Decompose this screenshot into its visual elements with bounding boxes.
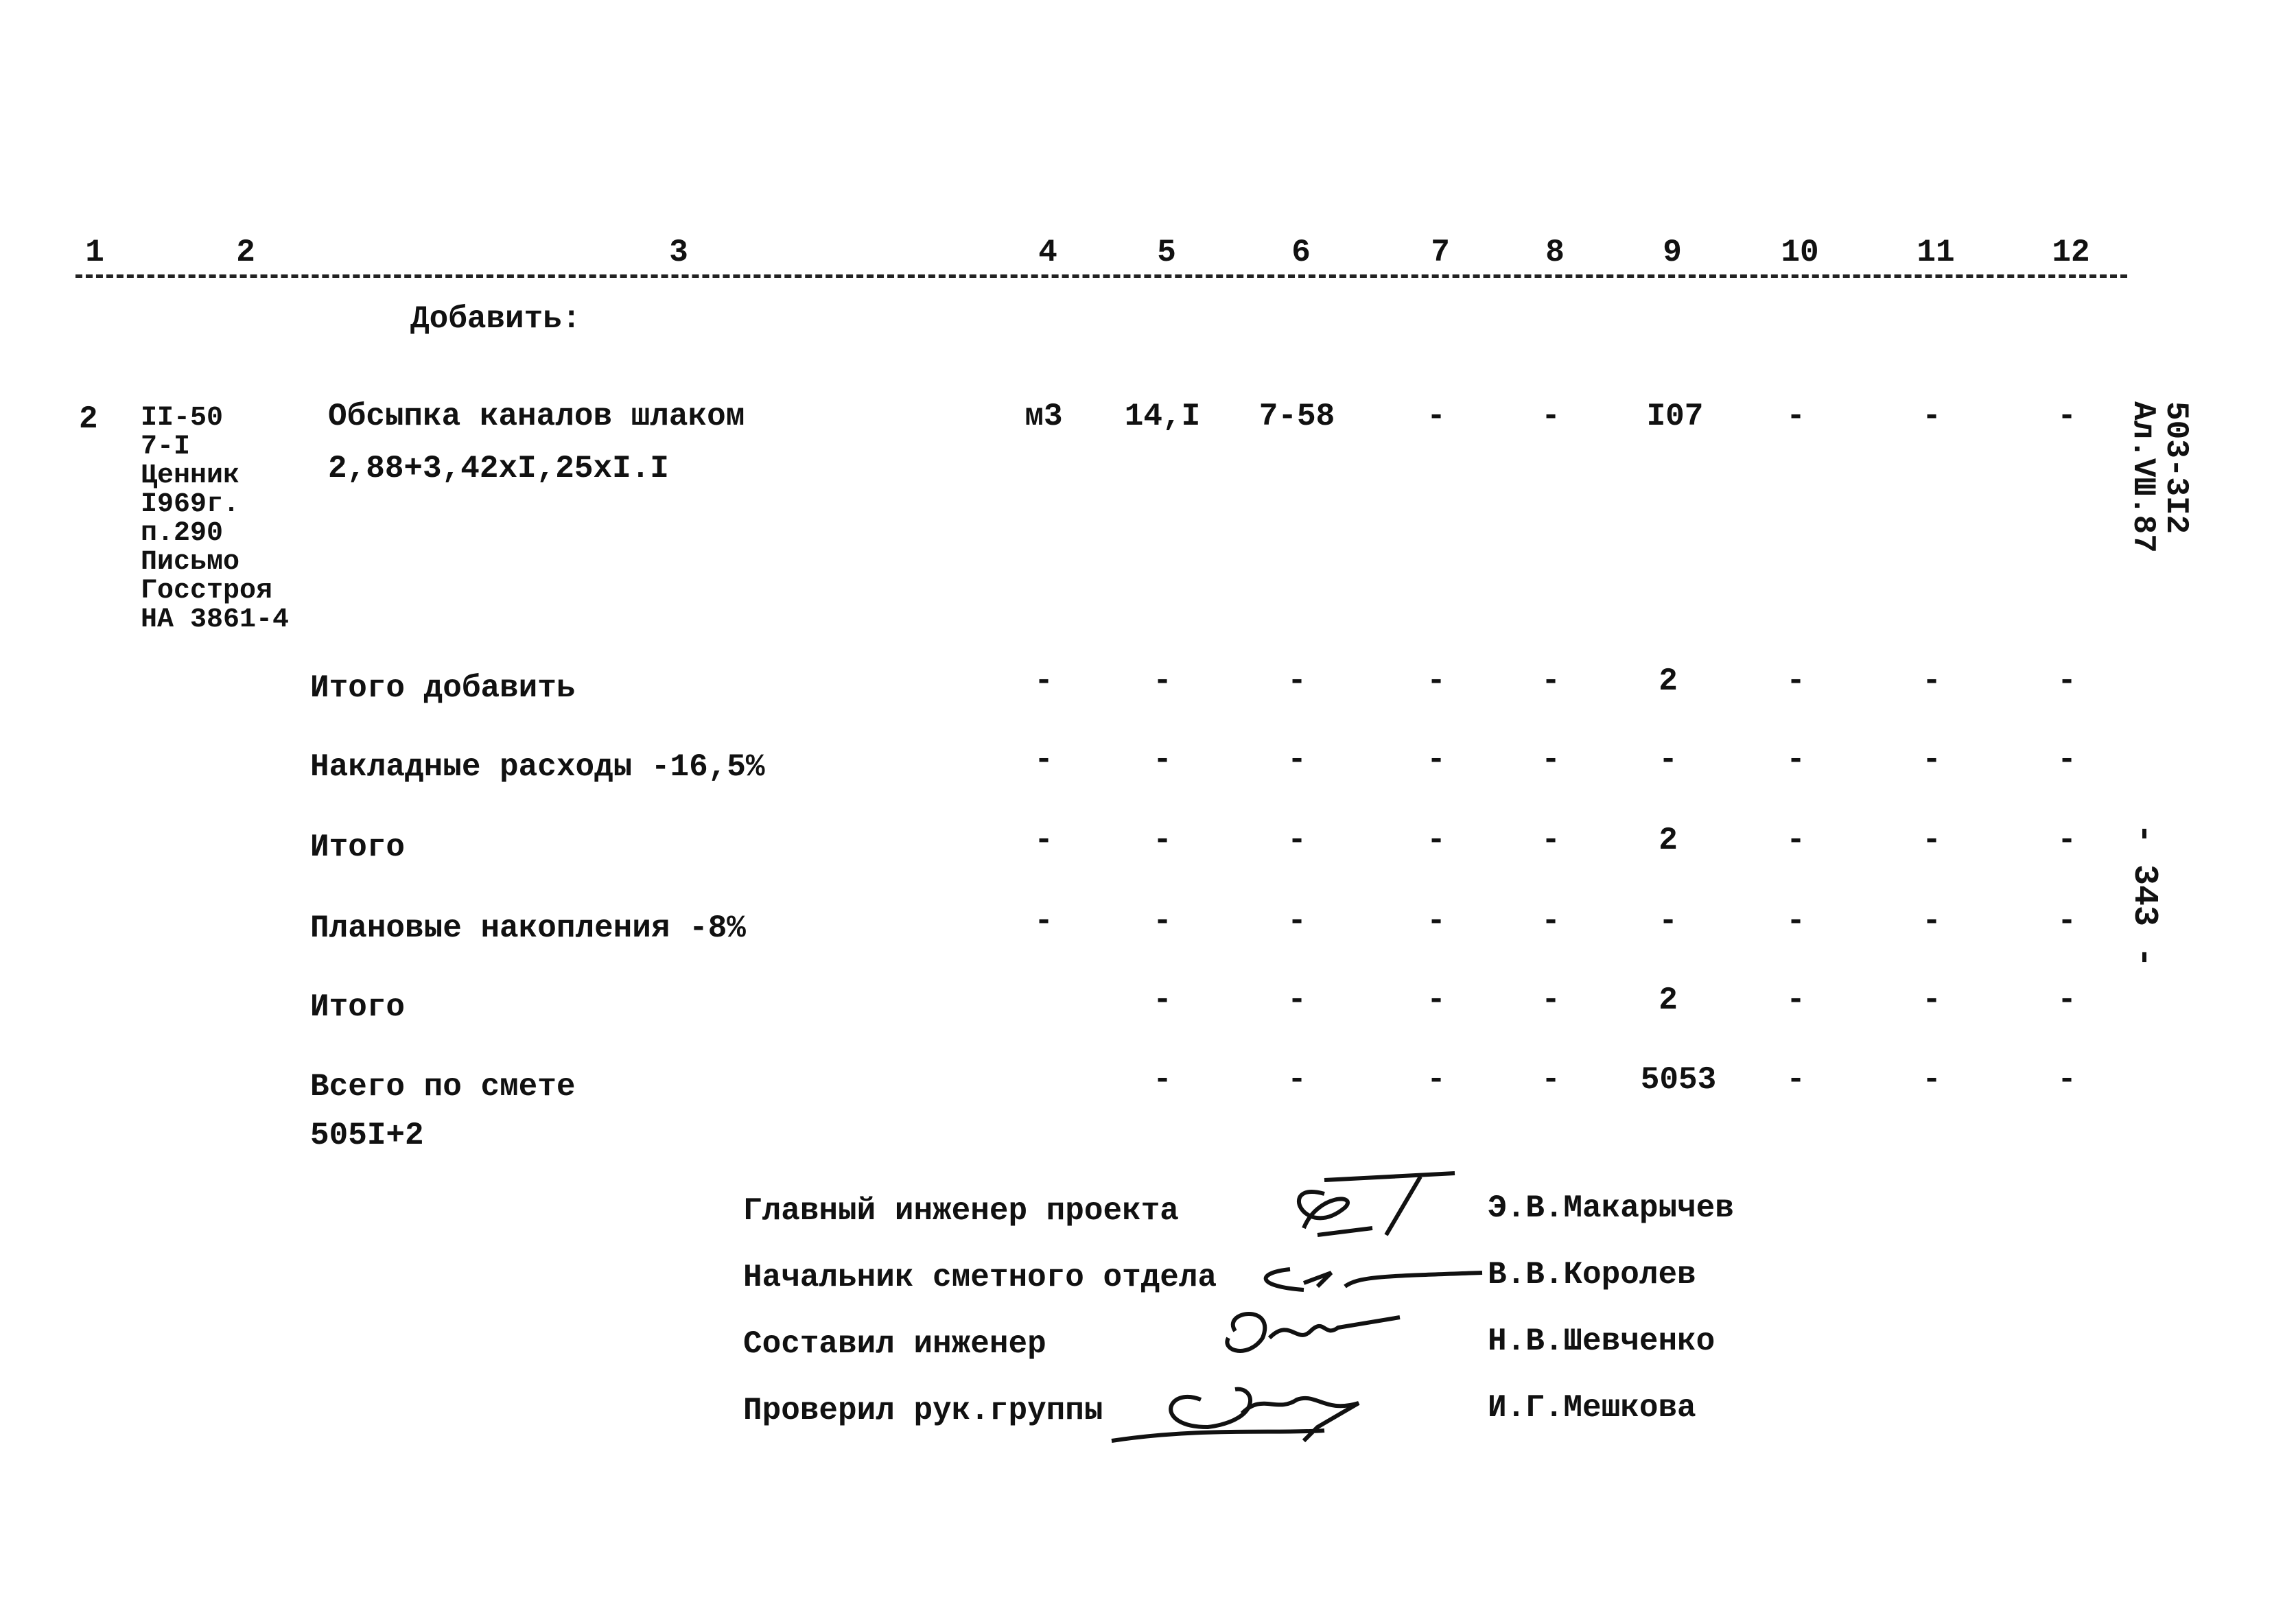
summary-value-col-5: - — [1153, 904, 1172, 939]
summary-value-col-12: - — [2057, 742, 2076, 778]
summary-value-col-8: - — [1541, 1062, 1560, 1098]
summary-value-col-5: - — [1153, 982, 1172, 1018]
signature-role: Составил инженер — [743, 1326, 1046, 1362]
summary-value-col-5: - — [1153, 663, 1172, 699]
item-code-line: Ценник — [141, 460, 240, 491]
item-code-line: I969г. — [141, 489, 240, 520]
summary-row-label: Итого добавить — [310, 670, 576, 706]
signature-chief-engineer — [1299, 1173, 1455, 1235]
summary-value-col-10: - — [1786, 1062, 1805, 1098]
summary-row-label: Итого — [310, 829, 406, 865]
handwritten-signatures — [1098, 1153, 1510, 1468]
signature-role: Начальник сметного отдела — [743, 1260, 1217, 1295]
summary-row-label: Плановые накопления -8% — [310, 910, 746, 946]
summary-value-col-12: - — [2057, 823, 2076, 858]
summary-value-col-8: - — [1541, 823, 1560, 858]
summary-value-col-12: - — [2057, 1062, 2076, 1098]
item-value-col-12: - — [2057, 399, 2076, 434]
item-code-line: 7-I — [141, 432, 191, 462]
column-number-12: 12 — [2026, 237, 2116, 268]
summary-value-col-6: - — [1287, 1062, 1307, 1098]
item-number: 2 — [79, 401, 98, 437]
item-description-line-1: Обсыпка каналов шлаком — [328, 399, 745, 434]
column-number-10: 10 — [1755, 237, 1845, 268]
signature-engineer — [1227, 1314, 1400, 1351]
item-value-col-5: 14,I — [1124, 399, 1201, 434]
summary-value-col-11: - — [1922, 904, 1941, 939]
summary-value-col-9: 2 — [1659, 982, 1678, 1018]
summary-value-col-5: - — [1153, 823, 1172, 858]
summary-value-col-9: - — [1659, 904, 1678, 939]
summary-row-label: Накладные расходы -16,5% — [310, 749, 765, 785]
signature-name: И.Г.Мешкова — [1488, 1390, 1696, 1426]
summary-value-col-11: - — [1922, 1062, 1941, 1098]
summary-value-col-4: - — [1034, 823, 1053, 858]
summary-value-col-8: - — [1541, 904, 1560, 939]
column-number-11: 11 — [1890, 237, 1981, 268]
summary-value-col-4: - — [1034, 742, 1053, 778]
summary-value-col-4: - — [1034, 663, 1053, 699]
side-reference — [2126, 401, 2192, 553]
summary-value-col-10: - — [1786, 663, 1805, 699]
column-number-1: 1 — [49, 237, 140, 268]
summary-value-col-11: - — [1922, 823, 1941, 858]
signature-estimate-head — [1266, 1269, 1482, 1290]
item-value-col-7: - — [1427, 399, 1446, 434]
item-code-line: Письмо — [141, 547, 240, 578]
section-title: Добавить: — [410, 301, 581, 337]
summary-value-col-6: - — [1287, 663, 1307, 699]
summary-value-col-10: - — [1786, 982, 1805, 1018]
signature-role: Главный инженер проекта — [743, 1193, 1179, 1229]
item-value-col-8: - — [1541, 399, 1560, 434]
column-number-6: 6 — [1256, 237, 1346, 268]
summary-value-col-12: - — [2057, 904, 2076, 939]
summary-value-col-8: - — [1541, 663, 1560, 699]
summary-value-col-9: 2 — [1659, 663, 1678, 699]
summary-value-col-7: - — [1427, 823, 1446, 858]
signature-group-lead — [1112, 1389, 1359, 1441]
summary-value-col-7: - — [1427, 1062, 1446, 1098]
signature-name: В.В.Королев — [1488, 1257, 1696, 1293]
item-description-line-2: 2,88+3,42xI,25xI.I — [328, 451, 669, 486]
summary-value-col-7: - — [1427, 742, 1446, 778]
column-number-9: 9 — [1627, 237, 1718, 268]
item-value-col-6: 7-58 — [1258, 399, 1335, 434]
summary-value-col-6: - — [1287, 982, 1307, 1018]
summary-value-col-9: - — [1659, 742, 1678, 778]
item-value-col-4: м3 — [1024, 399, 1063, 434]
summary-value-col-11: - — [1922, 982, 1941, 1018]
summary-value-col-12: - — [2057, 982, 2076, 1018]
summary-value-col-7: - — [1427, 663, 1446, 699]
signature-role: Проверил рук.группы — [743, 1393, 1103, 1428]
item-value-col-10: - — [1786, 399, 1805, 434]
summary-value-col-12: - — [2057, 663, 2076, 699]
summary-value-col-9: 2 — [1659, 823, 1678, 858]
summary-value-col-10: - — [1786, 823, 1805, 858]
summary-row-label: Всего по смете — [310, 1069, 576, 1105]
summary-value-col-10: - — [1786, 904, 1805, 939]
item-code-line: НА 3861-4 — [141, 604, 290, 635]
summary-value-col-7: - — [1427, 982, 1446, 1018]
summary-value-col-5: - — [1153, 742, 1172, 778]
summary-value-col-11: - — [1922, 742, 1941, 778]
signature-name: Э.В.Макарычев — [1488, 1190, 1734, 1226]
item-code-line: Госстроя — [141, 576, 273, 607]
summary-value-col-7: - — [1427, 904, 1446, 939]
page-number: - 343 - — [2124, 823, 2164, 968]
summary-value-col-4: - — [1034, 904, 1053, 939]
item-value-col-11: - — [1922, 399, 1941, 434]
item-code-line: II-50 — [141, 403, 224, 434]
summary-value-col-6: - — [1287, 742, 1307, 778]
total-note: 505I+2 — [310, 1118, 424, 1153]
summary-row-label: Итого — [310, 989, 406, 1025]
side-reference-line-1: 503-3I2 — [2158, 401, 2194, 534]
side-reference-line-2: Ал.VШ.87 — [2124, 401, 2161, 553]
summary-value-col-8: - — [1541, 982, 1560, 1018]
summary-value-col-11: - — [1922, 663, 1941, 699]
summary-value-col-6: - — [1287, 823, 1307, 858]
column-number-3: 3 — [633, 237, 724, 268]
column-number-8: 8 — [1510, 237, 1600, 268]
summary-value-col-9: 5053 — [1640, 1062, 1717, 1098]
header-dashed-rule — [75, 274, 2127, 278]
item-value-col-9: I07 — [1646, 399, 1704, 434]
item-code-line: п.290 — [141, 518, 224, 549]
column-number-5: 5 — [1121, 237, 1212, 268]
column-number-7: 7 — [1395, 237, 1486, 268]
summary-value-col-8: - — [1541, 742, 1560, 778]
signature-name: Н.В.Шевченко — [1488, 1323, 1715, 1359]
summary-value-col-10: - — [1786, 742, 1805, 778]
summary-value-col-6: - — [1287, 904, 1307, 939]
summary-value-col-5: - — [1153, 1062, 1172, 1098]
column-number-2: 2 — [200, 237, 291, 268]
column-number-4: 4 — [1003, 237, 1093, 268]
